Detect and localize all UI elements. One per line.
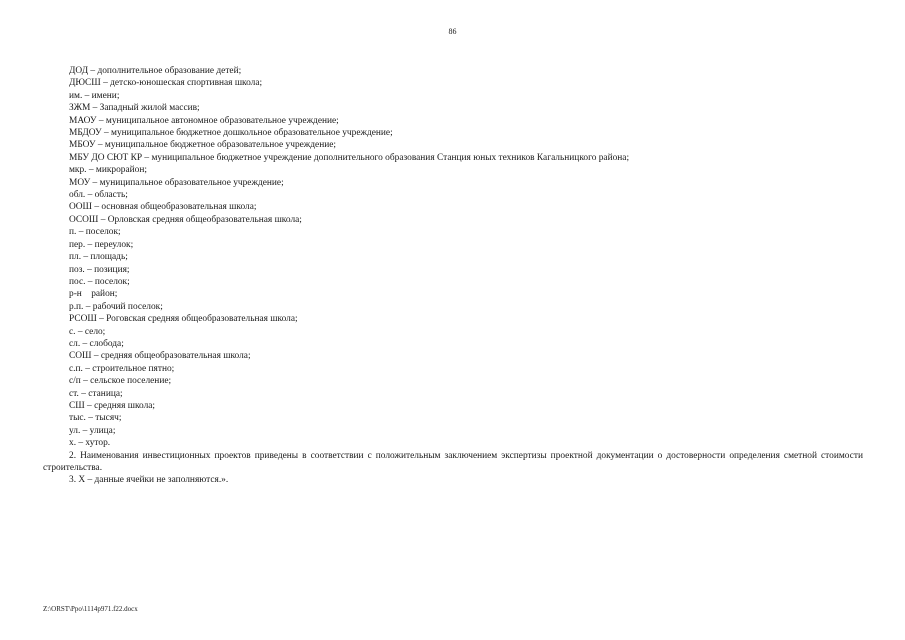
abbreviation-item: поз. – позиция; <box>69 264 130 275</box>
note-paragraph-3: 3. Х – данные ячейки не заполняются.». <box>69 475 229 486</box>
abbreviation-item: ОСОШ – Орловская средняя общеобразовательная школа; <box>69 214 302 225</box>
abbreviation-item: МБОУ – муниципальное бюджетное образовательное учреждение; <box>69 140 336 151</box>
abbreviation-item: мкр. – микрорайон; <box>69 165 147 176</box>
abbreviation-item: р.п. – рабочий поселок; <box>69 301 163 312</box>
abbreviation-item: им. – имени; <box>69 90 120 101</box>
abbreviation-item: ЗЖМ – Западный жилой массив; <box>69 103 200 114</box>
footer-file-path: Z:\ORST\Ppo\1114p971.f22.docx <box>43 605 138 613</box>
abbreviation-item: РСОШ – Роговская средняя общеобразовательная школа; <box>69 314 298 325</box>
abbreviation-item: обл. – область; <box>69 190 128 201</box>
abbreviation-item: ул. – улица; <box>69 425 116 436</box>
page-number: 86 <box>448 27 457 36</box>
abbreviation-item: сл. – слобода; <box>69 338 124 349</box>
abbreviation-item: МБДОУ – муниципальное бюджетное дошкольное образовательное учреждение; <box>69 128 393 139</box>
abbreviation-item: х. – хутор. <box>69 438 111 449</box>
abbreviation-item: МБУ ДО СЮТ КР – муниципальное бюджетное учреждение дополнительного образования Станция юных техников Кагальницкого района; <box>69 152 630 163</box>
abbreviation-item: пос. – поселок; <box>69 276 130 287</box>
abbreviation-item: пл. – площадь; <box>69 252 128 263</box>
abbreviation-item: р-н район; <box>69 289 118 300</box>
abbreviation-item: с.п. – строительное пятно; <box>69 363 175 374</box>
abbreviation-item: ООШ – основная общеобразовательная школа; <box>69 202 257 213</box>
abbreviation-item: ст. – станица; <box>69 388 123 399</box>
note-paragraph-2: 2. Наименования инвестиционных проектов приведены в соответствии с положительным заключением экспертизы проектной документации о достоверности определения сметной стоимости строительства. <box>43 450 863 473</box>
abbreviation-item: с/п – сельское поселение; <box>69 376 172 387</box>
abbreviation-item: ДЮСШ – детско-юношеская спортивная школа; <box>69 78 263 89</box>
abbreviation-item: МОУ – муниципальное образовательное учреждение; <box>69 177 284 188</box>
document-body <box>43 65 863 487</box>
abbreviation-item: пер. – переулок; <box>69 239 134 250</box>
abbreviation-item: с. – село; <box>69 326 106 337</box>
abbreviation-item: п. – поселок; <box>69 227 121 238</box>
abbreviation-item: СШ – средняя школа; <box>69 400 156 411</box>
abbreviation-list <box>43 65 863 450</box>
abbreviation-item: МАОУ – муниципальное автономное образовательное учреждение; <box>69 115 339 126</box>
abbreviation-item: тыс. – тысяч; <box>69 413 122 424</box>
abbreviation-item: СОШ – средняя общеобразовательная школа; <box>69 351 251 362</box>
abbreviation-item: ДОД – дополнительное образование детей; <box>69 66 242 76</box>
